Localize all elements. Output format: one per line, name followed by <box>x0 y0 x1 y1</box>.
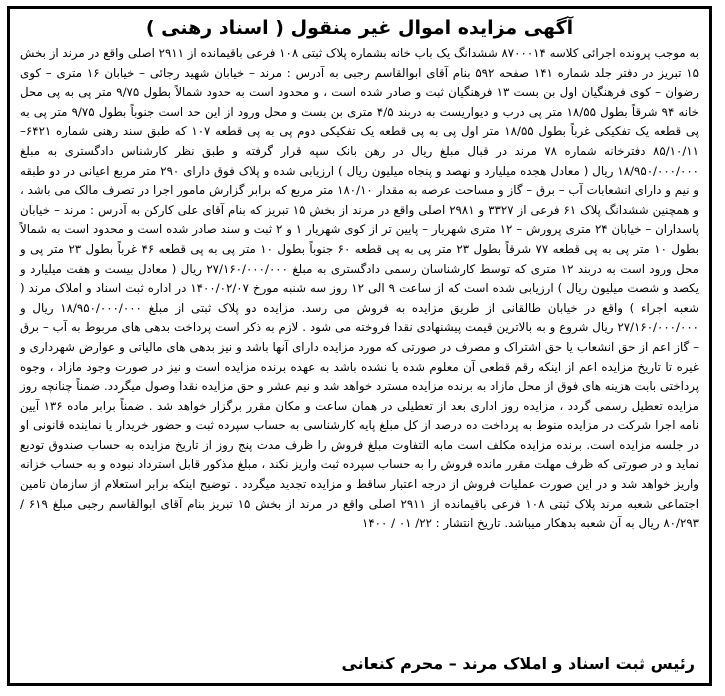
notice-title: آگهی مزایده اموال غیر منقول ( اسناد رهنی ) <box>145 17 574 39</box>
auction-notice <box>7 6 712 686</box>
notice-body: به موجب پرونده اجرائی کلاسه ۸۷۰۰۰۱۴ ششدانگ یک باب خانه بشماره پلاک ثبتی ۱۰۸ فرعی باقیمانده از ۲۹۱۱ اصلی واقع در مرند از بخش ۱۵ تبریز در دفتر جلد شماره ۱۴۱ صفحه ۵۹۲ بنام آقای ابوالقاسم رجبی به آدرس : مرند – خیابان شهید رجائی – خیابان ۱۶ متری – کوی رضوان – کوی فرهنگیان اول بن بست ۱۳ فرهنگیان ثبت و صادر شده است ، و محدود است به حدود شمالاً بطول ۹/۷۵ متر پی به پی محل خانه ۹۴ شرقاً بطول ۱۸/۵۵ متر پی درب و دیواریست به دربند ۴/۵ متری بن بست و محل ورود از این حد است جنوباً بطول ۹/۷۵ متر پی به پی قطعه یک تفکیکی غرباً بطول ۱۸/۵۵ متر اول پی به پی قطعه یک تفکیکی دوم پی به پی قطعه ۱۰۷ که طبق سند رهنی شماره ۶۴۲۱–۸۵/۱۰/۱۱ دفترخانه شماره ۷۸ مرند در قبال مبلغ ریال در رهن بانک سپه قرار گرفته و طبق نظر کارشناس دادگستری به مبلغ ۱۸/۹۵۰/۰۰۰/۰۰۰ ریال ( معادل هجده میلیارد و نهصد و پنجاه میلیون ریال ) ارزیابی شده و پلاک فوق دارای ۲۹۰ متر مربع اعیانی در دو طبقه و نیم و دارای انشعابات آب – برق – گاز و مساحت عرصه به مقدار ۱۸۰/۱۰ متر مربع که برابر گزارش مامور اجرا در تصرف مالک می باشد ، و همچنین ششدانگ پلاک ۶۱ فرعی از ۳۳۲۷ و ۲۹۸۱ اصلی واقع در مرند از بخش ۱۵ تبریز که بنام آقای علی کارکن به آدرس : مرند – خیابان پاسداران – خیابان ۲۴ متری پرورش – ۱۲ متری شهریار – پایین تر از کوی شهریار ۱ و ۲ ثبت و سند صادر شده است و محدود است به شمالاً بطول ۱۰ متر پی به پی قطعه ۷۷ شرقاً بطول ۲۳ متر پی به پی قطعه ۶۰ جنوباً بطول ۱۰ متر پی به پی قطعه ۴۶ غرباً بطول ۲۳ متر پی و محل ورود است به دربند ۱۲ متری که توسط کارشناسان رسمی دادگستری به مبلغ ۲۷/۱۶۰/۰۰۰/۰۰۰ ریال ( معادل بیست و هفت میلیارد و یکصد و شصت میلیون ریال ) ارزیابی شده است که از ساعت ۹ الی ۱۲ روز سه شنبه مورخ ۱۴۰۰/۰۲/۰۷ در اداره ثبت اسناد و املاک مرند ( شعبه اجراء ) واقع در خیابان طالقانی از طریق مزایده به فروش می رسد. مزایده دو پلاک ثبتی از مبلغ ۱۸/۹۵۰/۰۰۰/۰۰۰ ریال و ۲۷/۱۶۰/۰۰۰/۰۰۰ ریال شروع و به بالاترین قیمت پیشنهادی نقدا فروخته می شود . لازم به ذکر است پرداخت بدهی های مربوط به آب – برق – گاز اعم از حق انشعاب یا حق اشتراک و مصرف در صورتی که مورد مزایده دارای آنها باشد و نیز بدهی های مالیاتی و عوارض شهرداری و غیره تا تاریخ مزایده اعم از اینکه رقم قطعی آن معلوم شده یا نشده باشد به عهده برنده مزایده است و نیز در صورت وجود مازاد ، وجوه پرداختی بابت هزینه های فوق از محل مازاد به برنده مزایده مسترد خواهد شد و نیم عشر و حق مزایده نقدا وصول میگردد. ضمناً چنانچه روز مزایده تعطیل رسمی گردد ، مزایده روز اداری بعد از تعطیلی در همان ساعت و مکان مقرر برگزار خواهد شد . ضمناً برابر ماده ۱۳۶ آیین نامه اجرا شرکت در مزایده منوط به پرداخت ده درصد از کل مبلغ پایه کارشناسی به حساب سپرده ثبت و حضور خریدار یا نماینده قانونی او در جلسه مزایده است. برنده مزایده مکلف است مابه التفاوت مبلغ فروش را ظرف مدت پنج روز از تاریخ مزایده به حساب صندوق تودیع نماید و در صورتی که ظرف مهلت مقرر مانده فروش را به حساب سپرده ثبت واریز نکند ، مبلغ مذکور قابل استرداد نبوده و به حساب خزانه واریز خواهد شد و در این صورت عملیات فروش از درجه اعتبار ساقط و مزایده تجدید میگردد . توضیح اینکه برابر استعلام از سازمان تامین اجتماعی شعبه مرند پلاک ثبتی ۱۰۸ فرعی باقیمانده از ۲۹۱۱ اصلی واقع در مرند از بخش ۱۵ تبریز بنام آقای ابوالقاسم رجبی مبلغ ۶۱۹ / ۸۰/۲۹۳ ریال به آن شعبه بدهکار میباشد. تاریخ انتشار : ۲۲/ ۰۱ / ۱۴۰۰ <box>20 46 700 531</box>
notice-signature: رئیس ثبت اسناد و املاک مرند – محرم کنعانی <box>341 654 695 673</box>
